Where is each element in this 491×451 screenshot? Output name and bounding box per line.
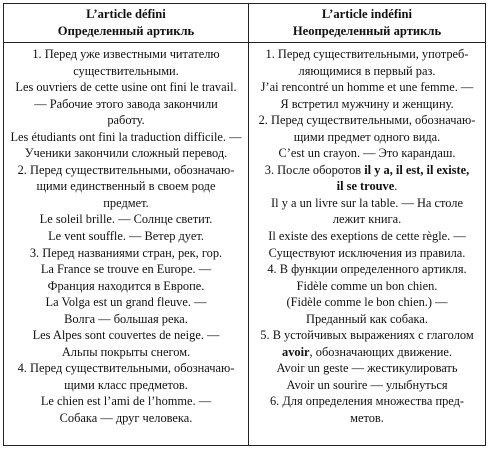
text-line: щими предмет одного вида. bbox=[293, 129, 441, 144]
left-header-title: L’article défini bbox=[86, 7, 166, 21]
right-column bbox=[252, 46, 482, 427]
right-header bbox=[249, 6, 485, 42]
text-line: Ученики закончили сложный перевод. bbox=[24, 146, 228, 161]
text-line: 1. Перед уже известными читателю bbox=[32, 47, 220, 61]
text-line: (Fidèle comme le bon chien.) — bbox=[286, 295, 448, 310]
grammar-table bbox=[3, 3, 486, 446]
text-line: 5. В устойчивых выражениях с глаголом bbox=[260, 328, 474, 343]
text-line: работу. bbox=[107, 113, 145, 128]
text-line: il se trouve. bbox=[336, 179, 398, 194]
right-header-title: L’article indéfini bbox=[321, 7, 413, 21]
text-line: Волга — большая река. bbox=[64, 311, 188, 326]
text-line: 6. Для определения множества пред- bbox=[269, 394, 465, 409]
text-line: 4. Перед существительными, обозначаю- bbox=[17, 361, 235, 376]
text-line: 4. В функции определенного артикля. bbox=[267, 262, 467, 277]
left-header-subtitle: Определенный артикль bbox=[57, 24, 195, 38]
left-header bbox=[4, 6, 248, 42]
text-line: J’ai rencontré un homme et une femme. — bbox=[260, 80, 474, 95]
text-line: Les Alpes sont couvertes de neige. — bbox=[32, 328, 220, 343]
text-line: 1. Перед существительными, употреб- bbox=[265, 47, 469, 61]
text-line: Les ouvriers de cette usine ont fini le travail. bbox=[15, 80, 237, 95]
text-line: Avoir un sourire — улыбнуться bbox=[286, 377, 448, 392]
left-column bbox=[8, 46, 244, 427]
text-line: 2. Перед существительными, обозначаю- bbox=[17, 162, 235, 177]
text-line: щими единственный в своем роде bbox=[36, 179, 216, 194]
text-line: Le chien est l’ami de l’homme. — bbox=[40, 394, 212, 409]
header-divider bbox=[4, 42, 485, 43]
text-line: C’est un crayon. — Это карандаш. bbox=[278, 146, 456, 161]
text-line: La France se trouve en Europe. — bbox=[40, 262, 212, 277]
text-line: Il existe des exeptions de cette règle. — bbox=[268, 229, 466, 244]
text-line: Франция находится в Европе. bbox=[47, 278, 205, 293]
text-line: Собака — друг человека. bbox=[59, 411, 193, 426]
text-line: — Рабочие этого завода закончили bbox=[34, 96, 218, 111]
text-line: Les étudiants ont fini la traduction difficile. — bbox=[10, 129, 242, 144]
text-line: щими класс предметов. bbox=[64, 377, 188, 392]
text-line: лежит книга. bbox=[332, 212, 402, 227]
text-line: 3. Перед названиями стран, рек, гор. bbox=[29, 245, 223, 260]
text-line: Le soleil brille. — Солнце светит. bbox=[39, 212, 213, 227]
right-header-subtitle: Неопределенный артикль bbox=[292, 24, 442, 38]
text-line: ляющимися в первый раз. bbox=[298, 63, 436, 78]
text-line: Avoir un geste — жестикулировать bbox=[276, 361, 458, 376]
text-line: 3. После оборотов il y a, il est, il existe, bbox=[264, 162, 470, 177]
text-line: Существуют исключения из правила. bbox=[268, 245, 466, 260]
text-line: метов. bbox=[350, 411, 384, 426]
text-line: Альпы покрыты снегом. bbox=[61, 344, 191, 359]
text-line: Преданный как собака. bbox=[306, 311, 428, 326]
text-line: 2. Перед существительными, обозначаю- bbox=[258, 113, 476, 128]
text-line: существительными. bbox=[73, 63, 179, 78]
text-line: Il y a un livre sur la table. — На столе bbox=[271, 195, 463, 210]
text-line: Я встретил мужчину и женщину. bbox=[280, 96, 454, 111]
text-line: предмет. bbox=[103, 195, 149, 210]
text-line: La Volga est un grand fleuve. — bbox=[45, 295, 207, 310]
text-line: Le vent souffle. — Ветер дует. bbox=[48, 229, 204, 244]
text-line: avoir, обозначающих движение. bbox=[282, 344, 452, 359]
column-divider bbox=[248, 4, 249, 445]
text-line: Fidèle comme un bon chien. bbox=[296, 278, 438, 293]
